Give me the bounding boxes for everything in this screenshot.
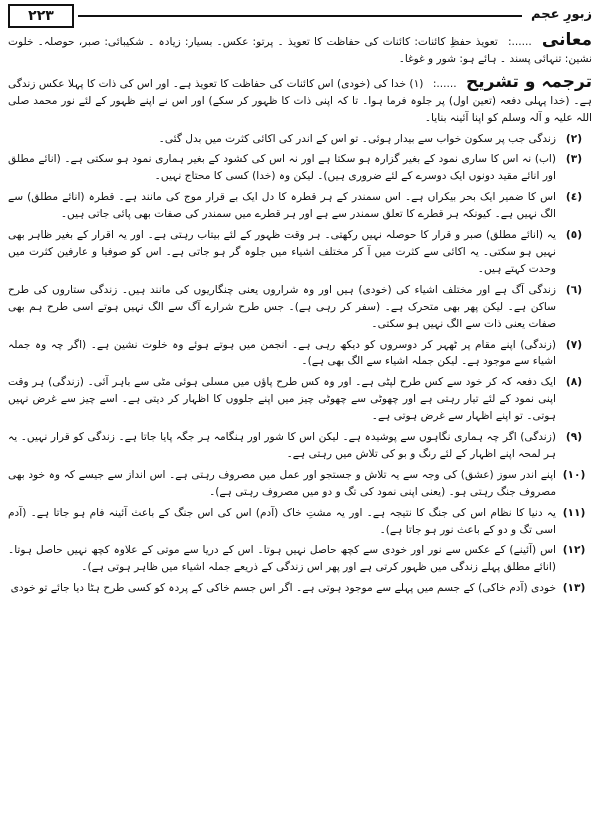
translation-para	[8, 151, 592, 185]
para-text: (اب) نہ اس کا ساری نمود کے بغیر گزارہ ہو سکتا ہے اور نہ اس کی کشود کے بغیر ہماری نمود ہو سکتی ہے۔ (انائے مطلق اور انائے مقید دونوں ایک دوسرے کے لئے ضروری ہیں)۔ لیکن وہ (خدا) کسی کا محتاج نہیں۔	[8, 153, 556, 183]
page-header	[8, 4, 592, 26]
para-number: (٢)	[565, 132, 583, 145]
translation-para	[8, 467, 592, 501]
translation-para	[8, 542, 592, 576]
para-text: زندگی جب پر سکون خواب سے بیدار ہوئی۔ تو اس کے اندر کی اکائی کثرت میں بدل گئی۔	[158, 132, 556, 145]
para-text: (زندگی) اپنے مقام پر ٹھہر کر دوسروں کو دیکھ رہی ہے۔ انجمن میں ہوتے ہوئے وہ خلوت نشین ہے۔ (اگر چہ وہ جملہ اشیاء سے موجود ہے۔ لیکن جملہ اشیاء سے الگ بھی ہے)۔	[8, 338, 556, 368]
page-content	[8, 32, 592, 597]
translation-para	[8, 429, 592, 463]
para-number: (١١)	[562, 506, 586, 519]
translation-para	[8, 505, 592, 539]
translation-para	[8, 374, 592, 425]
translation-section	[8, 71, 592, 597]
para-text: اس (آئینے) کے عکس سے نور اور خودی سے کچھ حاصل نہیں ہوتا۔ اس کے دریا سے موتی کے علاوہ کچھ نہیں حاصل ہوتا۔ (انائے مطلق پہلے زندگی میں ظہور کرتی ہے اور پھر اس زندگی کے ذریعے جملہ اشیاء میں ظاہر ہوتی ہے)۔	[8, 544, 556, 574]
para-number: (١٠)	[562, 468, 586, 481]
para-number: (٥)	[565, 229, 583, 242]
translation-para	[8, 71, 592, 127]
glossary-text: تعویذ حفظِ کائنات: کائنات کی حفاظت کا تعویذ ۔ پرتو: عکس۔ بسیار: زیادہ ۔ شکیبائی: صبر، حوصلہ۔ خلوت نشین: تنہائی پسند ۔ ہائے ہو: شور و غوغا۔	[8, 36, 592, 65]
translation-para	[8, 337, 592, 371]
translation-para	[8, 580, 592, 597]
book-title: زبورِ عجم	[531, 7, 592, 22]
glossary-heading: معانی	[541, 30, 592, 50]
para-text: خودی (آدم خاکی) کے جسم میں پہلے سے موجود ہوتی ہے۔ اگر اس جسم خاکی کے پردہ کو کسی طرح ہٹا دیا جائے تو خودی	[10, 582, 556, 595]
header-rule	[78, 15, 522, 17]
para-number: (٣)	[565, 153, 583, 166]
para-text: ایک دفعہ کہ کر خود سے کس طرح لپٹی ہے۔ اور وہ کس طرح پاؤں میں مسلی ہوئی مٹی سے باہر آئی۔ (زندگی) ہر وقت اپنی نمود کے لئے تیار رہتی ہے اور چھوٹی سے چھوٹی چیز میں اپنے جلووں کا اظہار کر دیتی ہے۔ اسے چیز سے غرض نہیں ہوتی۔ تو اپنے اظہار سے غرض ہوتی ہے۔	[8, 376, 556, 423]
para-text: اپنے اندر سوز (عشق) کی وجہ سے یہ تلاش و جستجو اور عمل میں مصروف رہتی ہے۔ اس انداز سے جیسے کہ وہ خود بھی مصروف جنگ رہتی ہو۔ (یعنی اپنی نمود کی تگ و دو میں مصروف رہتی ہے)۔	[8, 468, 556, 498]
para-text: (زندگی) اگر چہ ہماری نگاہوں سے پوشیدہ ہے۔ لیکن اس کا شور اور ہنگامہ ہر جگہ پایا جاتا ہے۔ زندگی کو قرار نہیں۔ یہ ہر لمحہ اپنے اظہار کے لئے رنگ و بو کی تلاش میں رہتی ہے۔	[8, 431, 556, 460]
para-text: یہ (انائے مطلق) صبر و قرار کا حوصلہ نہیں رکھتی۔ ہر وقت ظہور کے لئے بیتاب رہتی ہے۔ اور یہ اقرار کے بغیر ظاہر بھی نہیں ہو سکتی۔ یہ اکائی سے کثرت میں آ کر مختلف اشیاء میں جلوہ گر ہو جاتی ہے۔ اس کو صوفیا و عارفین کثرت میں وحدت کہتے ہیں۔	[8, 229, 556, 275]
page	[8, 4, 592, 828]
translation-heading: ترجمہ و تشریح	[466, 71, 592, 92]
para-number: (١٣)	[562, 582, 586, 595]
para-number: (٤)	[565, 191, 583, 204]
translation-para	[8, 189, 592, 223]
page-number: ٢٢٣	[8, 4, 74, 28]
glossary-section	[8, 32, 592, 68]
para-number: (٨)	[565, 376, 583, 389]
translation-para	[8, 282, 592, 333]
para-number: (٧)	[565, 338, 583, 351]
para-number: (٩)	[565, 431, 583, 444]
translation-dots: ......:	[432, 77, 457, 90]
glossary-dots: ......:	[507, 36, 532, 48]
para-text: یہ دنیا کا نظام اس کی جنگ کا نتیجہ ہے۔ اور یہ مشتِ خاک (آدم) اس کی اس جنگ کے باعث آئینہ فام ہو جاتا ہے۔ (آدم اسی تگ و دو کے باعث نور ہو جاتا ہے)۔	[8, 506, 556, 536]
para-text: زندگی آگ ہے اور مختلف اشیاء کی (خودی) ہیں اور وہ شراروں یعنی چنگاریوں کی مانند ہیں۔ زندگی ستاروں کی طرح ساکن ہے۔ لیکن پھر بھی متحرک ہے۔ (سفر کر رہی ہے)۔ جس طرح شرارے آگ سے الگ نہیں ہوتے اسی طرح ہم بھی صفات یعنی ذات سے الگ نہیں ہو سکتی۔	[8, 283, 556, 330]
para-text: خدا کی (خودی) اس کائنات کی حفاظت کا تعویذ ہے۔ اور اس کی ذات کا پہلا عکس زندگی ہے۔ (خدا پہلی دفعہ (تعین اول) پر جلوہ فرما ہوا۔ تا کہ اپنی ذات کا ظہور کر سکے) اور اس نے اپنے ظہور کے لئے نور محمد صلی اللہ علیہ و آلہ وسلم کو اپنا آئینہ بنایا۔	[8, 77, 592, 124]
para-number: (١)	[409, 77, 424, 90]
para-text: اس کا ضمیر ایک بحر بیکراں ہے۔ اس سمندر کے ہر قطرہ کا دل ایک بے قرار موج کی مانند ہے۔ قطرہ (انائے مطلق) سے الگ نہیں ہے۔ کیونکہ ہر قطرے کا تعلق سمندر سے ہے اور ہر قطرے میں سمندر کی صفات بھی پائی جاتی ہیں۔	[8, 191, 556, 221]
para-number: (١٢)	[562, 544, 586, 557]
translation-para	[8, 227, 592, 278]
para-number: (٦)	[565, 283, 583, 296]
translation-para	[8, 131, 592, 148]
